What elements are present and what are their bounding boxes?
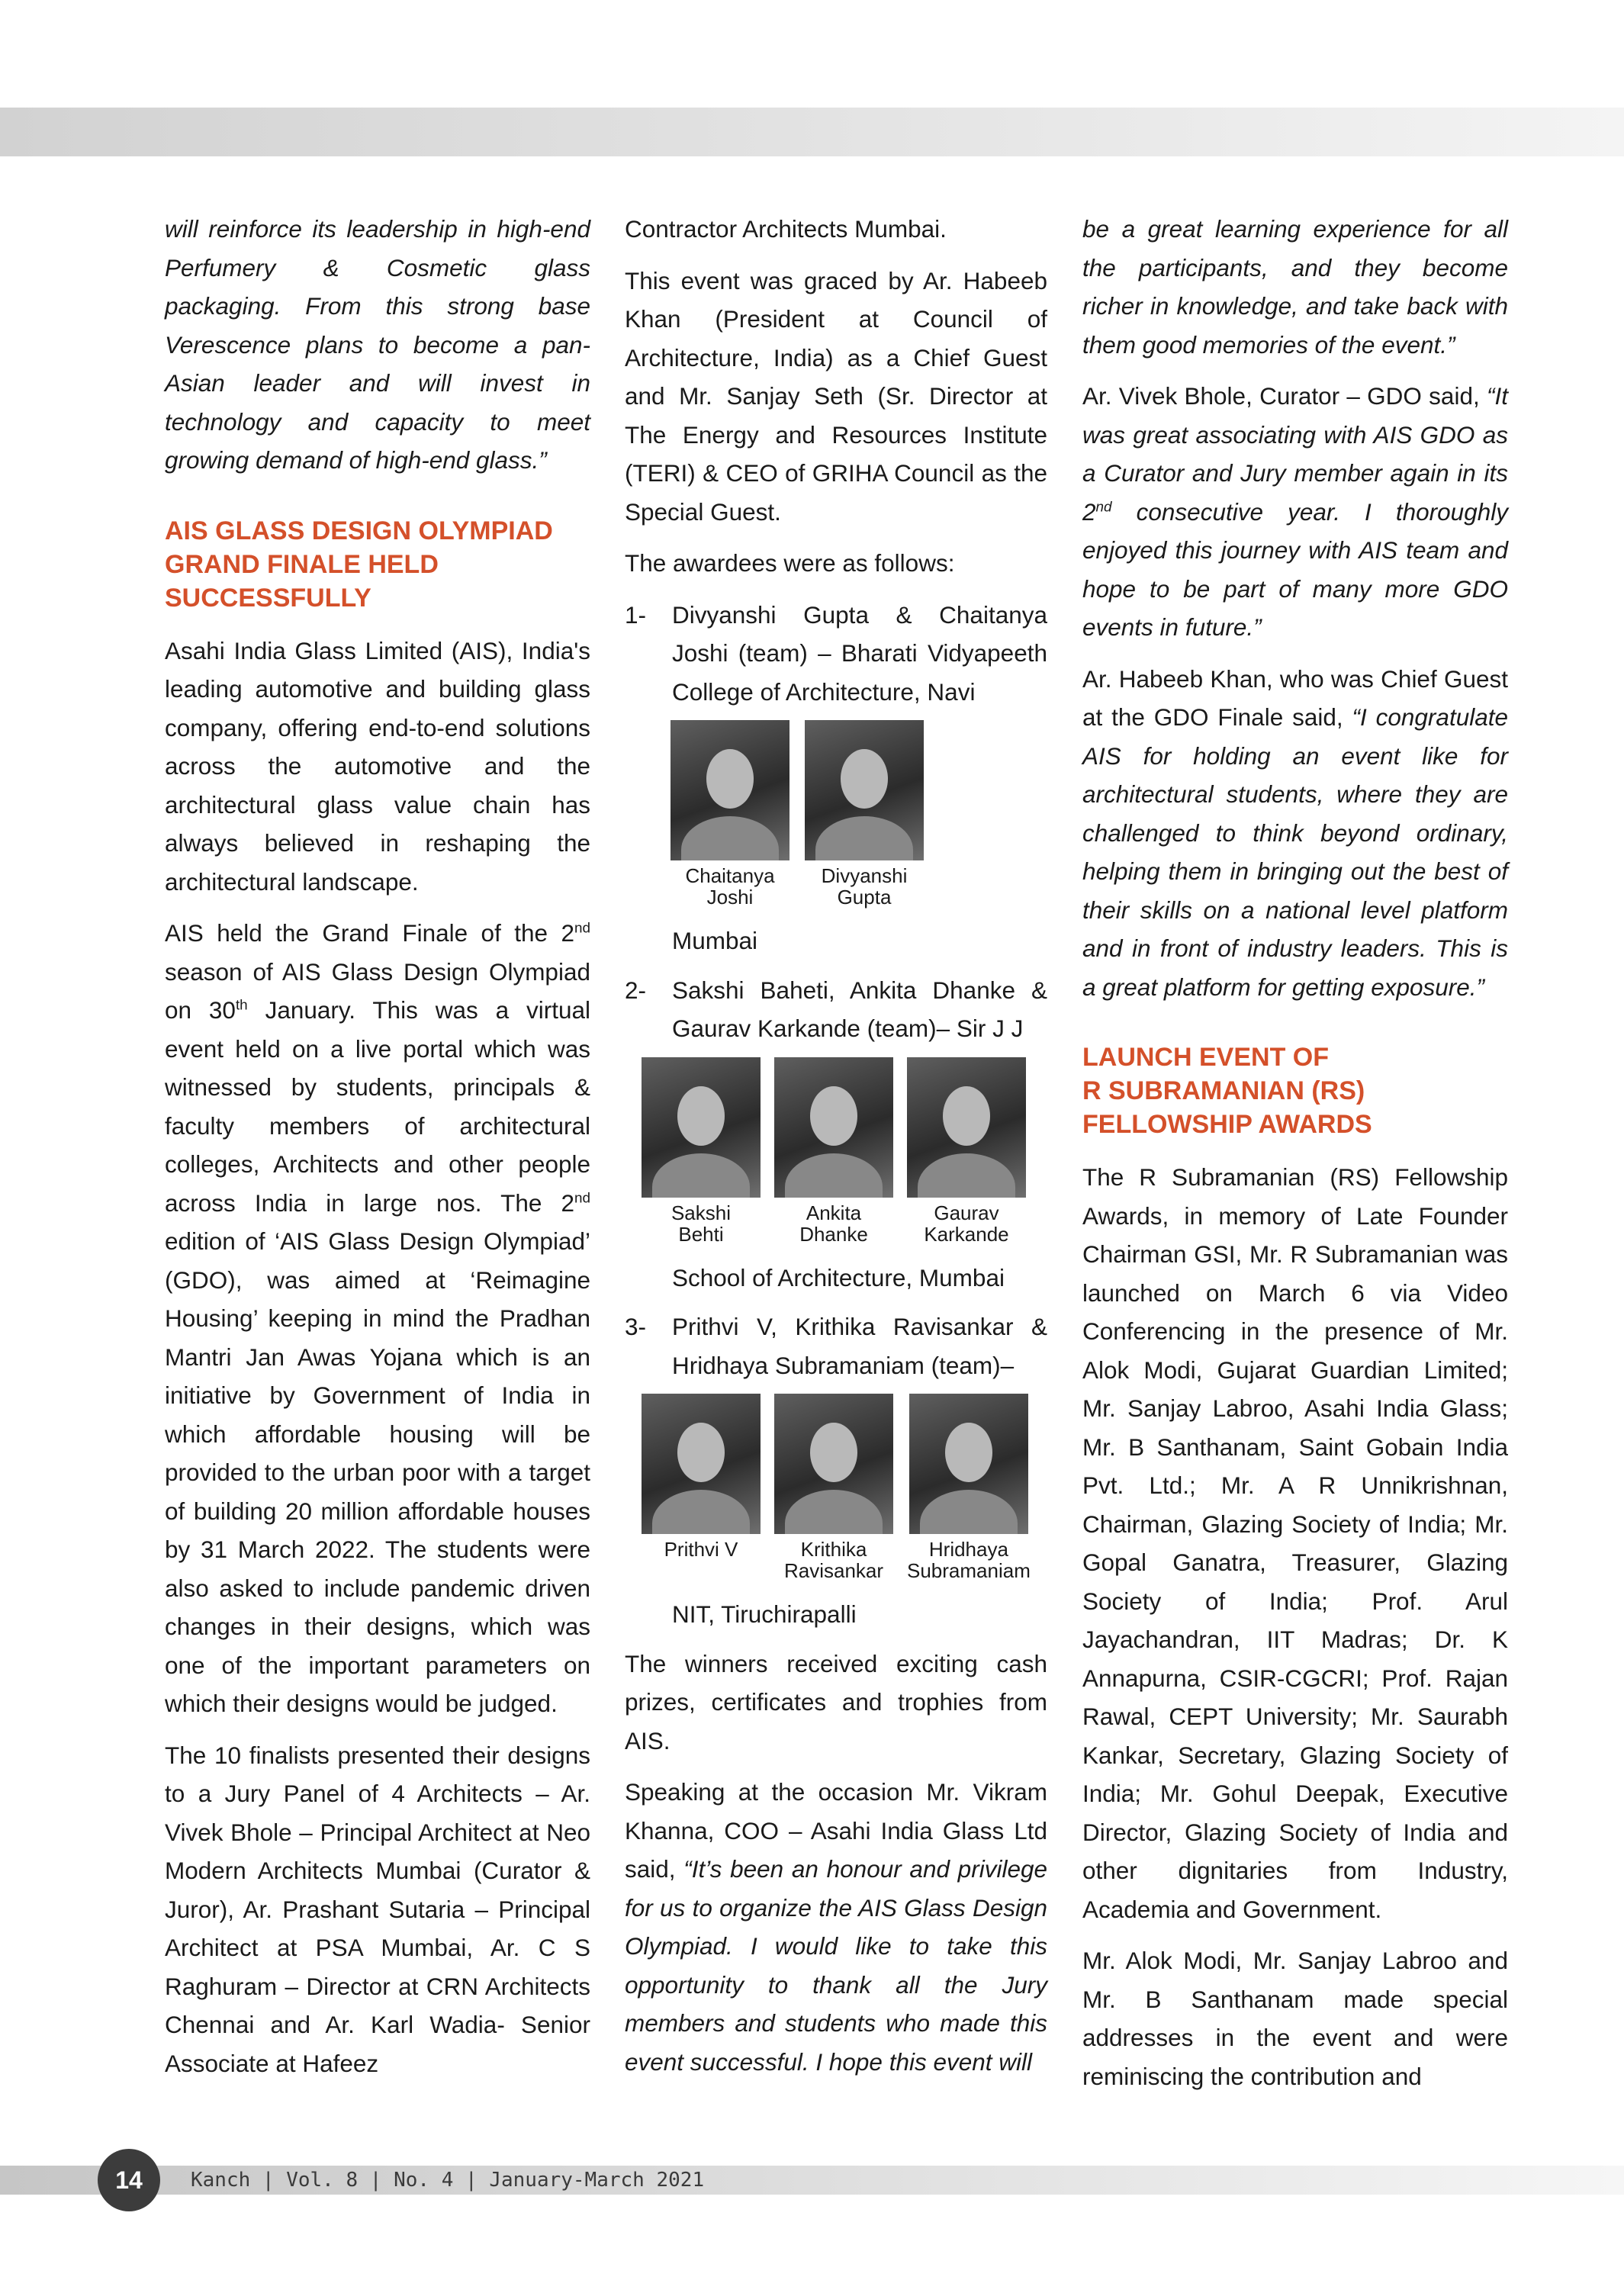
photo-caption: Chaitanya Joshi: [685, 864, 775, 909]
section-heading-gdo: [165, 514, 590, 615]
awardee-text: Divyanshi Gupta & Chaitanya Joshi (team) – Bharati Vidyapeeth College of Architecture, Navi: [672, 600, 1047, 706]
quote-text: “It’s been an honour and privilege for us to organize the AIS Glass Design Olympiad. I would like to take this opportunity to thank all the Jury members and students who made this event successful. I hope this event will: [625, 1855, 1047, 2076]
portrait-photo: [671, 720, 789, 860]
portrait-photo: [774, 1394, 893, 1534]
heading-line: AIS GLASS DESIGN OLYMPIAD: [165, 516, 553, 545]
awardee-text: Sakshi Baheti, Ankita Dhanke & Gaurav Karkande (team)– Sir J J: [672, 976, 1047, 1042]
photo-row: [671, 720, 1047, 908]
photo-figure: [642, 1057, 761, 1245]
list-number: 2-: [625, 976, 647, 1004]
portrait-photo: [774, 1057, 893, 1198]
heading-line: SUCCESSFULLY: [165, 583, 371, 613]
paragraph: The 10 finalists presented their designs to a Jury Panel of 4 Architects – Ar. Vivek Bhole – Principal Architect at Neo Modern Architects Mumbai (Curator & Juror), Ar. Prashant Sutaria – Principal Architect at PSA Mumbai, Ar. C S Raghuram – Director at CRN Architects Chennai and Ar. Karl Wadia- Senior Associate at Hafeez: [165, 1741, 590, 2077]
header-band: [0, 108, 1624, 156]
section-heading-rs-fellowship: [1082, 1040, 1508, 1141]
paragraph: The awardees were as follows:: [625, 549, 955, 577]
paragraph: The winners received exciting cash prizes, certificates and trophies from AIS.: [625, 1649, 1047, 1754]
quote-continuation: will reinforce its leadership in high-end Perfumery & Cosmetic glass packaging. From this strong base Verescence plans to become a pan-Asian leader and will invest in technology and capacity to meet growing demand of high-end glass.”: [165, 215, 590, 474]
heading-line: R SUBRAMANIAN (RS): [1082, 1076, 1365, 1105]
column-3: [1082, 210, 1508, 2108]
superscript: nd: [1095, 499, 1112, 515]
paragraph: Mr. Alok Modi, Mr. Sanjay Labroo and Mr. B Santhanam made special addresses in the event and were reminiscing the contribution and: [1082, 1947, 1508, 2090]
list-number: 1-: [625, 600, 647, 629]
paragraph: [1082, 377, 1508, 647]
photo-caption: Krithika Ravisankar: [783, 1538, 884, 1582]
awardee-item-2: [625, 971, 1047, 1298]
photo-row: [642, 1394, 1047, 1581]
portrait-photo: [642, 1057, 761, 1198]
portrait-photo: [805, 720, 924, 860]
quote-text: “It was great associating with AIS GDO as a Curator and Jury member again in its 2: [1082, 382, 1508, 526]
publication-info: Kanch | Vol. 8 | No. 4 | January-March 2021: [191, 2169, 705, 2192]
superscript: nd: [574, 1190, 590, 1206]
photo-figure: [671, 720, 789, 908]
heading-line: FELLOWSHIP AWARDS: [1082, 1110, 1372, 1139]
paragraph: [625, 1773, 1047, 2081]
photo-figure: [642, 1394, 761, 1581]
awardee-item-3: [625, 1307, 1047, 1634]
heading-line: GRAND FINALE HELD: [165, 549, 439, 579]
paragraph: [165, 914, 590, 1723]
photo-caption: Gaurav Karkande: [924, 1201, 1009, 1246]
quote-text: “I congratulate AIS for holding an event like for architectural students, where they are challenged to think beyond ordinary, helping them in bringing out the best of their skills on a national level platform and in front of industry leaders. This is a great platform for getting exposure.”: [1082, 703, 1509, 1001]
paragraph: The R Subramanian (RS) Fellowship Awards, in memory of Late Founder Chairman GSI, Mr. R Subramanian was launched on March 6 via Video Conferencing in the presence of Mr. Alok Modi, Gujarat Guardian Limited; Mr. Sanjay Labroo, Asahi India Glass; Mr. B Santhanam, Saint Gobain India Pvt. Ltd.; Mr. A R Unnikrishnan, Chairman, Glazing Society of India; Mr. Gopal Ganatra, Treasurer, Glazing Society of India; Prof. Arul Jayachandran, IIT Madras; Dr. K Annapurna, CSIR-CGCRI; Prof. Rajan Rawal, CEPT University; Mr. Saurabh Kankar, Secretary, Glazing Society of India; Mr. Gohul Deepak, Executive Director, Glazing Society of India and other dignitaries from Industry, Academia and Government.: [1082, 1163, 1508, 1923]
list-number: 3-: [625, 1313, 647, 1340]
paragraph: [1082, 660, 1508, 1007]
awardee-institution-tail: NIT, Tiruchirapalli: [672, 1600, 857, 1628]
portrait-photo: [909, 1394, 1028, 1534]
heading-line: LAUNCH EVENT OF: [1082, 1043, 1329, 1072]
quote-text: consecutive year. I thoroughly enjoyed this journey with AIS team and hope to be part of many more GDO events in future.”: [1082, 497, 1508, 641]
portrait-photo: [907, 1057, 1026, 1198]
text-run: Speaking at the occasion Mr. Vikram Khanna, COO – Asahi India Glass Ltd said,: [625, 1778, 1047, 1883]
superscript: nd: [574, 920, 590, 937]
photo-caption: Hridhaya Subramaniam: [907, 1538, 1031, 1582]
text-run: AIS held the Grand Finale of the 2: [165, 919, 574, 947]
text-run: season of AIS Glass Design Olympiad on 30: [165, 957, 590, 1024]
photo-caption: Ankita Dhanke: [799, 1201, 868, 1246]
column-2: [625, 210, 1047, 2094]
photo-row: [642, 1057, 1047, 1245]
photo-caption: Divyanshi Gupta: [821, 864, 908, 909]
portrait-photo: [642, 1394, 761, 1534]
text-run: Ar. Habeeb Khan, who was Chief Guest at the GDO Finale said,: [1082, 664, 1508, 731]
paragraph: Asahi India Glass Limited (AIS), India's leading automotive and building glass company, offering end-to-end solutions across the automotive and the architectural glass value chain has always believed in reshaping the architectural landscape.: [165, 636, 590, 896]
photo-caption: Prithvi V: [664, 1538, 738, 1561]
photo-figure: [774, 1057, 893, 1245]
photo-figure: [907, 1057, 1026, 1245]
page-number: 14: [98, 2149, 160, 2211]
text-run: Ar. Vivek Bhole, Curator – GDO said,: [1082, 382, 1487, 410]
photo-figure: [774, 1394, 893, 1581]
quote-continuation: be a great learning experience for all the participants, and they become richer in knowledge, and take back with them good memories of the event.”: [1082, 215, 1508, 359]
photo-figure: [907, 1394, 1031, 1581]
awardee-item-1: [625, 596, 1047, 960]
awardee-institution-tail: School of Architecture, Mumbai: [672, 1263, 1005, 1291]
superscript: th: [235, 997, 248, 1014]
paragraph: This event was graced by Ar. Habeeb Khan (President at Council of Architecture, India) as a Chief Guest and Mr. Sanjay Seth (Sr. Director at The Energy and Resources Institute (TERI) & CEO of GRIHA Council as the Special Guest.: [625, 266, 1047, 526]
photo-figure: [805, 720, 924, 908]
awardee-institution-tail: Mumbai: [672, 927, 758, 954]
paragraph: Contractor Architects Mumbai.: [625, 215, 947, 243]
text-run: January. This was a virtual event held on a live portal which was witnessed by students, principals & faculty members of architectural colleges, Architects and other people across India in large nos. The 2: [165, 996, 590, 1217]
awardee-text: Prithvi V, Krithika Ravisankar & Hridhaya Subramaniam (team)–: [672, 1313, 1047, 1379]
photo-caption: Sakshi Behti: [671, 1201, 732, 1246]
column-1: [165, 210, 590, 2095]
text-run: edition of ‘AIS Glass Design Olympiad’ (GDO), was aimed at ‘Reimagine Housing’ keeping in mind the Pradhan Mantri Jan Awas Yojana which is an initiative by Government of India in which affordable housing will be provided to the urban poor with a target of building 20 million affordable houses by 31 March 2022. The students were also asked to include pandemic driven changes in their designs, which was one of the important parameters on which their designs would be judged.: [165, 1227, 590, 1717]
